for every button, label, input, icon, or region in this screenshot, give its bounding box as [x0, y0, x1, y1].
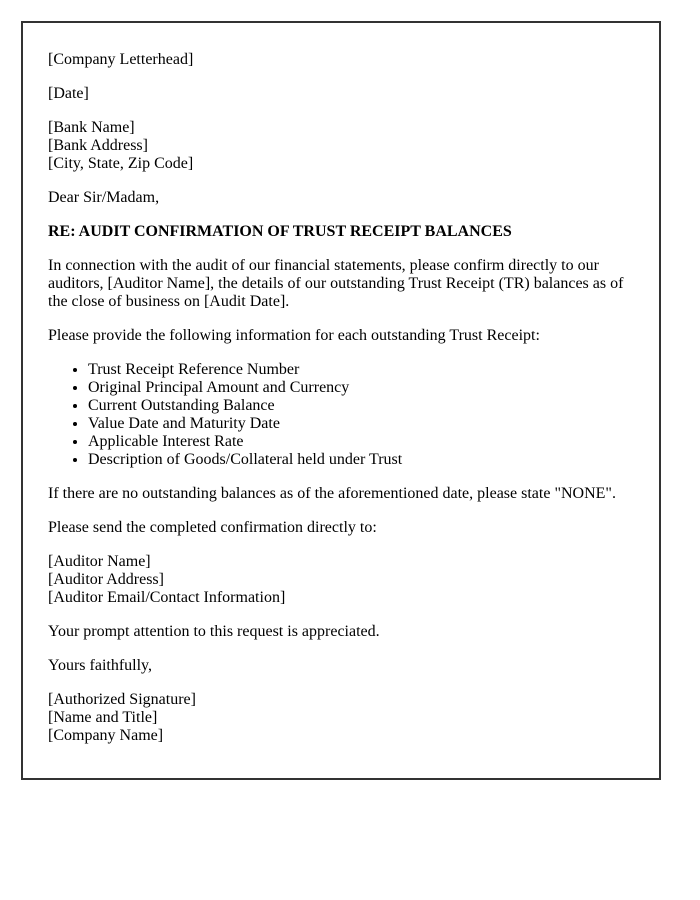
- appreciation-paragraph: Your prompt attention to this request is appreciated.: [48, 623, 380, 640]
- list-item: • Trust Receipt Reference Number: [88, 361, 634, 379]
- required-information-list: [48, 361, 634, 469]
- list-item: • Value Date and Maturity Date: [88, 415, 634, 433]
- list-item: • Applicable Interest Rate: [88, 433, 634, 451]
- none-clause-paragraph: If there are no outstanding balances as of the aforementioned date, please state "NONE".: [48, 485, 616, 502]
- bank-city-state-zip-line: [City, State, Zip Code]: [48, 155, 194, 172]
- bank-name-line: [Bank Name]: [48, 119, 135, 136]
- closing-paragraph: Yours faithfully,: [48, 657, 153, 674]
- recipient-address-block: [48, 119, 634, 173]
- authorized-signature-line: [Authorized Signature]: [48, 691, 196, 708]
- send-to-paragraph: Please send the completed confirmation directly to:: [48, 519, 377, 536]
- list-item: • Original Principal Amount and Currency: [88, 379, 634, 397]
- bank-address-line: [Bank Address]: [48, 137, 148, 154]
- name-title-line: [Name and Title]: [48, 709, 158, 726]
- list-intro-paragraph: Please provide the following information for each outstanding Trust Receipt:: [48, 327, 540, 344]
- auditor-contact-block: [48, 553, 634, 607]
- intro-paragraph: In connection with the audit of our financial statements, please confirm directly to our auditors, [Auditor Name], the details of our outstanding Trust Receipt (TR) balances as of the close of business on [Audit Date].: [48, 257, 624, 310]
- auditor-name-line: [Auditor Name]: [48, 553, 151, 570]
- company-name-line: [Company Name]: [48, 727, 164, 744]
- salutation: Dear Sir/Madam,: [48, 189, 160, 206]
- subject-line: RE: AUDIT CONFIRMATION OF TRUST RECEIPT BALANCES: [48, 223, 512, 240]
- auditor-address-line: [Auditor Address]: [48, 571, 164, 588]
- list-item: • Description of Goods/Collateral held under Trust: [88, 451, 634, 469]
- signature-block: [48, 691, 634, 745]
- auditor-email-line: [Auditor Email/Contact Information]: [48, 589, 286, 606]
- letter-border-frame: [21, 21, 661, 780]
- company-letterhead-placeholder: [Company Letterhead]: [48, 51, 194, 68]
- date-placeholder: [Date]: [48, 85, 89, 102]
- letter-body: [23, 23, 659, 745]
- list-item: • Current Outstanding Balance: [88, 397, 634, 415]
